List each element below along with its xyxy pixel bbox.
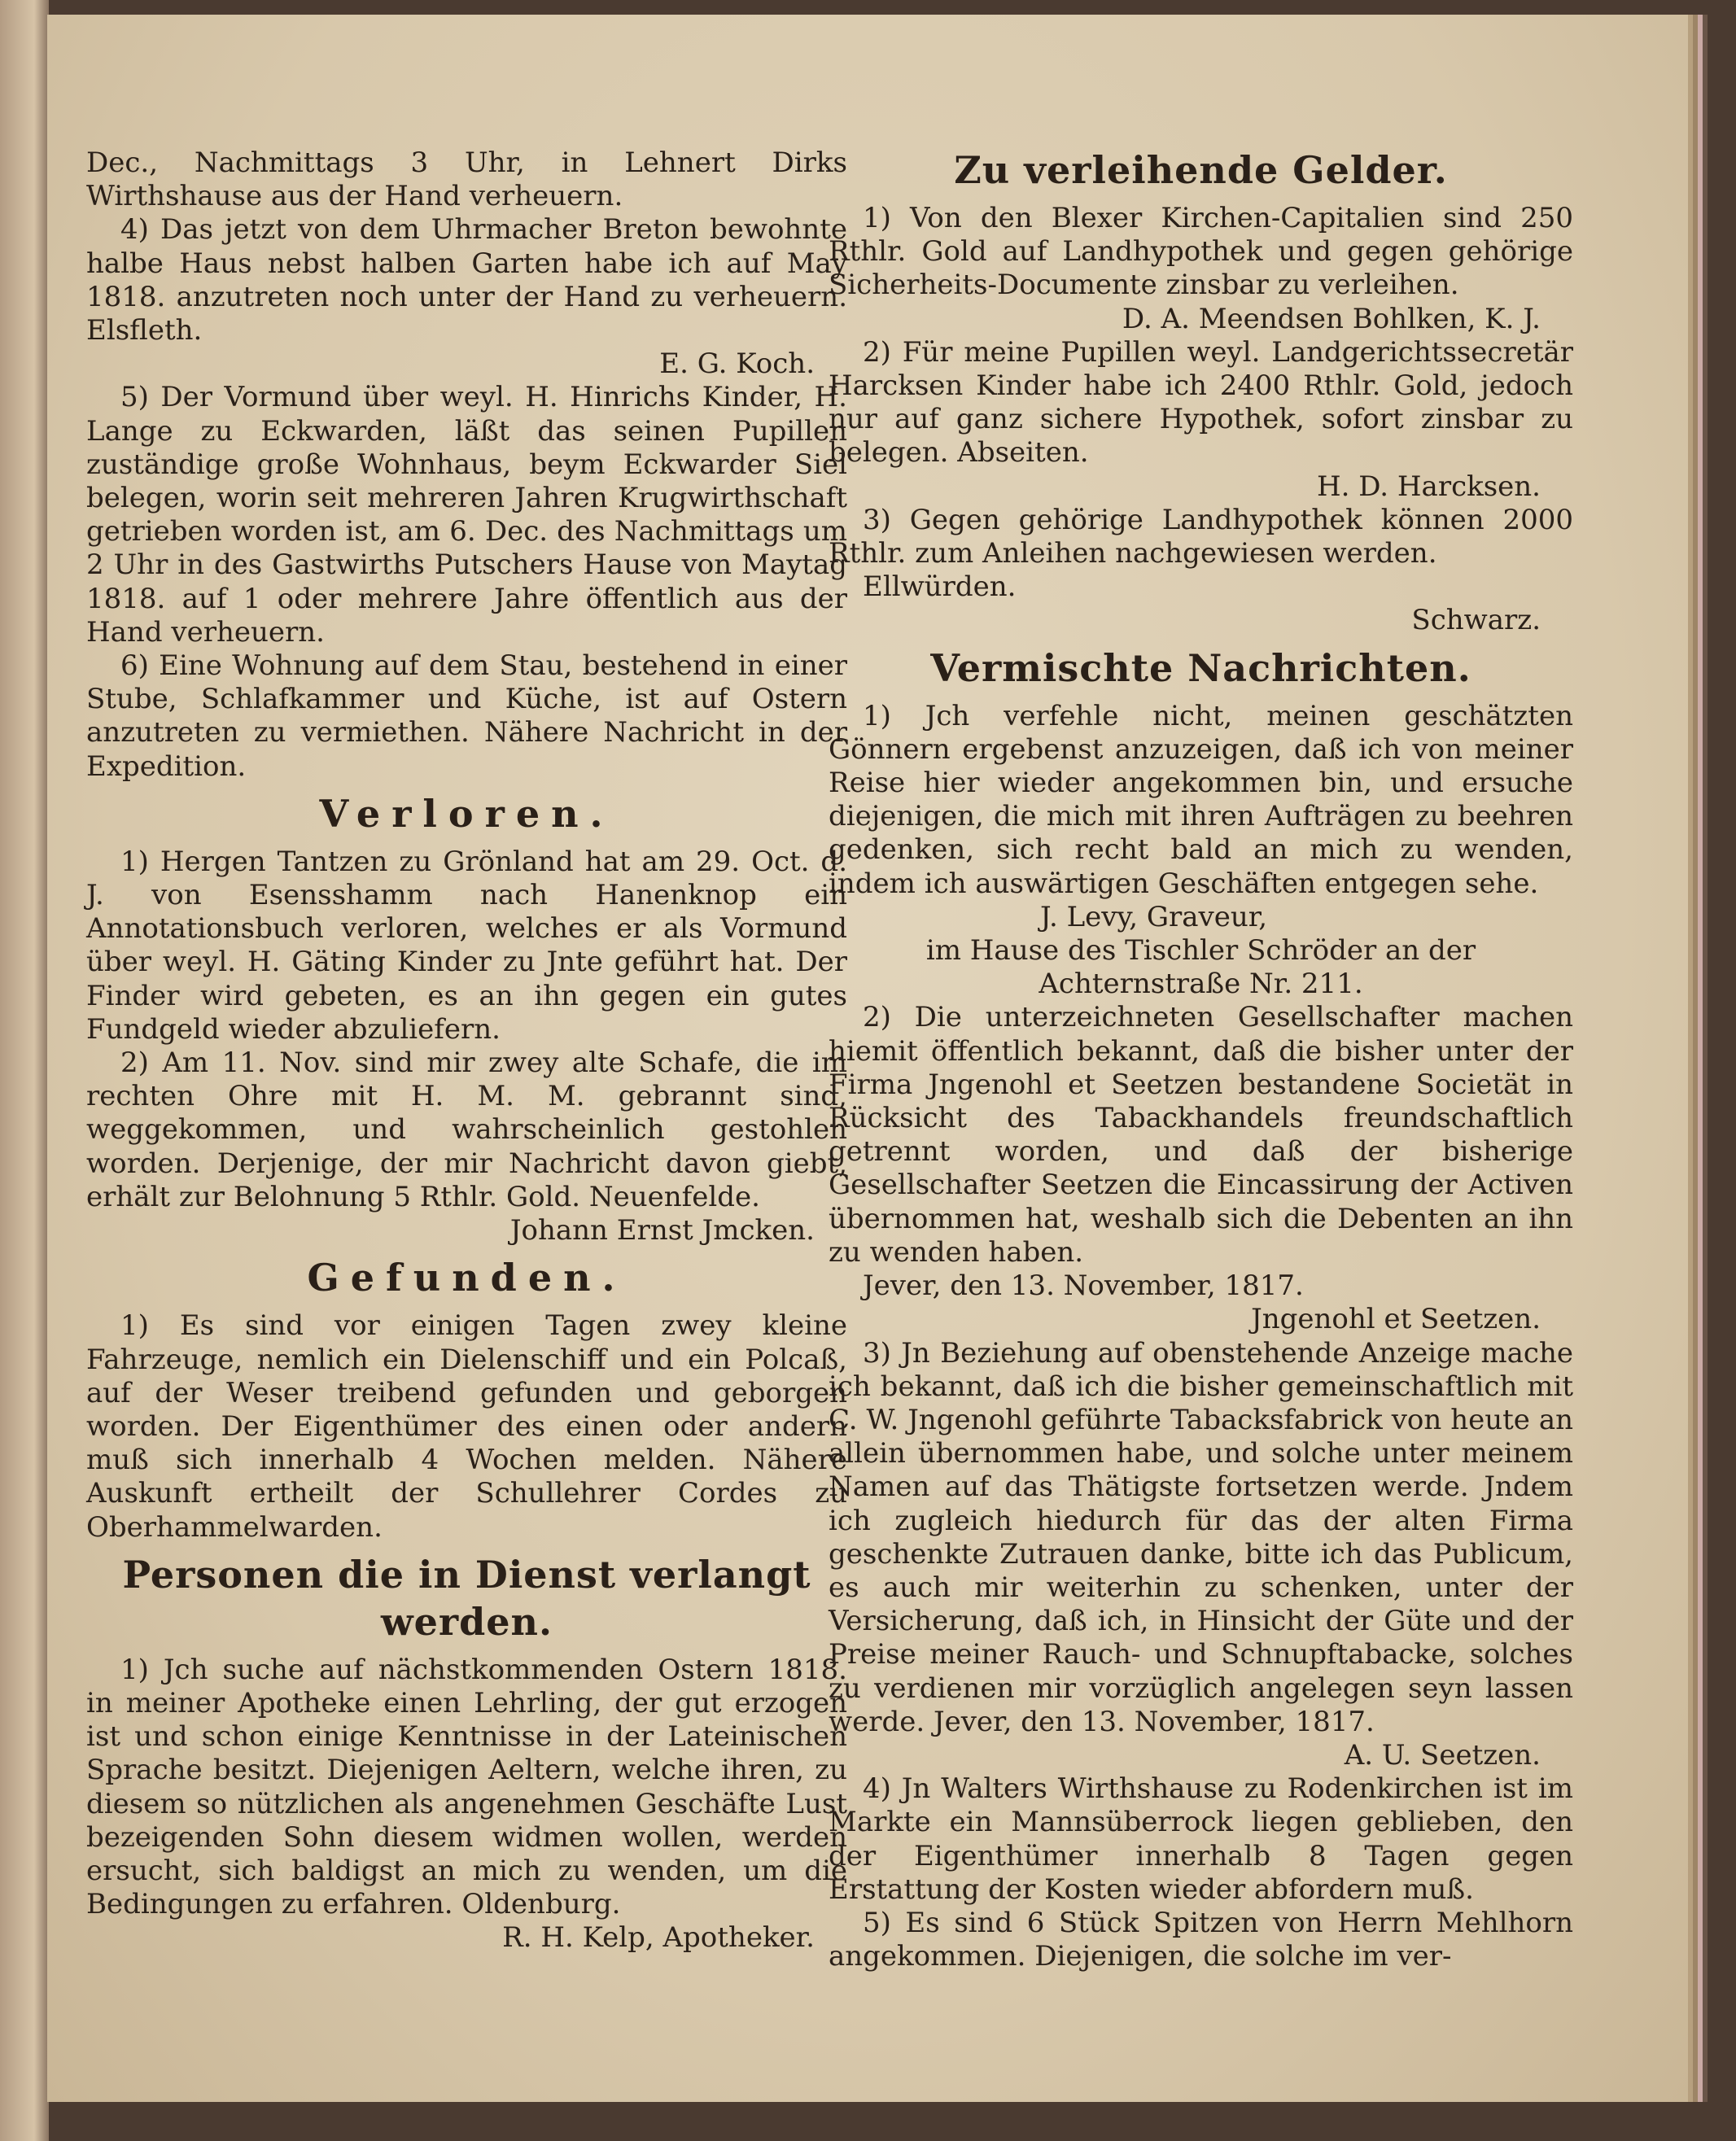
facing-page-edge [0, 0, 49, 2141]
notice-4-signature: E. G. Koch. [659, 347, 815, 381]
money-2: 2) Für meine Pupillen weyl. Landgerichtssecretär Harcksen Kinder habe ich 2400 Rthlr. Gold, jedoch nur auf ganz sichere Hypothek, sofort zinsbar zu belegen. Abseiten. [829, 335, 1573, 470]
misc-1-signature: J. Levy, Graveur, [1040, 900, 1268, 933]
misc-2: 2) Die unterzeichneten Gesellschafter machen hiemit öffentlich bekannt, daß die bisher unter der Firma Jngenohl et Seetzen bestandene Societät in Rücksicht des Tabackhandels freundschaftlich getrennt worden, und daß der bisherige Gesellschafter Seetzen die Eincassirung der Activen übernommen hat, weshalb sich die Debenten an ihn zu wenden haben. [829, 1001, 1573, 1269]
left-column [86, 146, 847, 1955]
newspaper-page [47, 15, 1688, 2102]
money-3: 3) Gegen gehörige Landhypothek können 2000 Rthlr. zum Anleihen nachgewiesen werden. [829, 503, 1573, 570]
misc-1: 1) Jch verfehle nicht, meinen geschätzten Gönnern ergebenst anzuzeigen, daß ich von meiner Reise hier wieder angekommen bin, und ersuche diejenigen, die mich mit ihren Aufträgen zu beehren gedenken, sich recht bald an mich zu wenden, indem ich auswärtigen Geschäften entgegen sehe. [829, 699, 1573, 900]
notice-5: 5) Der Vormund über weyl. H. Hinrichs Kinder, H. Lange zu Eckwarden, läßt das seinen Pupillen zuständige große Wohnhaus, beym Eckwarder Siel belegen, worin seit mehreren Jahren Krugwirthschaft getrieben worden ist, am 6. Dec. des Nachmittags um 2 Uhr in des Gastwirths Putschers Hause von Maytag 1818. auf 1 oder mehrere Jahre öffentlich aus der Hand verheuern. [86, 381, 847, 649]
notice-6: 6) Eine Wohnung auf dem Stau, bestehend in einer Stube, Schlafkammer und Küche, ist auf Ostern anzutreten zu vermiethen. Nähere Nachricht in der Expedition. [86, 649, 847, 783]
misc-3: 3) Jn Beziehung auf obenstehende Anzeige mache ich bekannt, daß ich die bisher gemeinschaftlich mit C. W. Jngenohl geführte Tabacksfabrick von heute an allein übernommen habe, und solche unter meinem Namen auf das Thätigste fortsetzen werde. Jndem ich zugleich hiedurch für das der alten Firma geschenkte Zutrauen danke, bitte ich das Publicum, es auch mir weiterhin zu schenken, unter der Versicherung, daß ich, in Hinsicht der Güte und der Preise meiner Rauch- und Schnupftabacke, solches zu verdienen mir vorzüglich angelegen seyn lassen werde. Jever, den 13. November, 1817. [829, 1336, 1573, 1738]
lost-2-signature: Johann Ernst Jmcken. [509, 1214, 815, 1247]
heading-verloren: Verloren. [319, 791, 614, 836]
found-1: 1) Es sind vor einigen Tagen zwey kleine Fahrzeuge, nemlich ein Dielenschiff und ein Polcaß, auf der Weser treibend gefunden und geborgen worden. Der Eigenthümer des einen oder andern muß sich innerhalb 4 Wochen melden. Nähere Auskunft ertheilt der Schullehrer Cordes zu Oberhammelwarden. [86, 1309, 847, 1544]
money-3-signature: Schwarz. [1411, 604, 1541, 637]
service-1-signature: R. H. Kelp, Apotheker. [502, 1921, 815, 1955]
notice-continuation: Dec., Nachmittags 3 Uhr, in Lehnert Dirks Wirthshause aus der Hand verheuern. [86, 146, 847, 213]
misc-3-signature: A. U. Seetzen. [1344, 1738, 1541, 1772]
lost-2: 2) Am 11. Nov. sind mir zwey alte Schafe, die im rechten Ohre mit H. M. M. gebrannt sind, weggekommen, und wahrscheinlich gestohlen worden. Derjenige, der mir Nachricht davon giebt, erhält zur Belohnung 5 Rthlr. Gold. Neuenfelde. [86, 1046, 847, 1213]
misc-2-date: Jever, den 13. November, 1817. [863, 1269, 1304, 1303]
notice-4: 4) Das jetzt von dem Uhrmacher Breton bewohnte halbe Haus nebst halben Garten habe ich auf May 1818. anzutreten noch unter der Hand zu verheuern. Elsfleth. [86, 213, 847, 347]
money-2-signature: H. D. Harcksen. [1316, 470, 1541, 503]
misc-5: 5) Es sind 6 Stück Spitzen von Herrn Mehlhorn angekommen. Diejenigen, die solche im ver- [829, 1906, 1573, 1973]
money-1: 1) Von den Blexer Kirchen-Capitalien sind 250 Rthlr. Gold auf Landhypothek und gegen gehörige Sicherheits-Documente zinsbar zu verleihen. [829, 202, 1573, 302]
heading-vermischte: Vermischte Nachrichten. [930, 645, 1471, 690]
money-3-place: Ellwürden. [863, 570, 1017, 604]
lost-1: 1) Hergen Tantzen zu Grönland hat am 29. Oct. d. J. von Esensshamm nach Hanenknop ein Annotationsbuch verloren, welches er als Vormund über weyl. H. Gäting Kinder zu Jnte geführt hat. Der Finder wird gebeten, es an ihn gegen ein gutes Fundgeld wieder abzuliefern. [86, 845, 847, 1046]
money-1-signature: D. A. Meendsen Bohlken, K. J. [1122, 302, 1541, 335]
heading-personen: Personen die in Dienst verlangt werden. [122, 1552, 811, 1644]
misc-2-signature: Jngenohl et Seetzen. [1251, 1303, 1541, 1336]
misc-1-address: im Hause des Tischler Schröder an der Achternstraße Nr. 211. [925, 934, 1476, 1001]
heading-gefunden: Gefunden. [307, 1256, 627, 1300]
heading-gelder: Zu verleihende Gelder. [954, 148, 1448, 192]
service-1: 1) Jch suche auf nächstkommenden Ostern 1818. in meiner Apotheke einen Lehrling, der gut erzogen ist und schon einige Kenntnisse in der Lateinischen Sprache besitzt. Diejenigen Aeltern, welche ihren, zu diesem so nützlichen als angenehmen Geschäfte Lust bezeigenden Sohn diesem widmen wollen, werden ersucht, sich baldigst an mich zu wenden, um die Bedingungen zu erfahren. Oldenburg. [86, 1653, 847, 1921]
right-column [829, 148, 1573, 1973]
misc-4: 4) Jn Walters Wirthshause zu Rodenkirchen ist im Markte ein Mannsüberrock liegen geblieben, den der Eigenthümer innerhalb 8 Tagen gegen Erstattung der Kosten wieder abfordern muß. [829, 1772, 1573, 1906]
